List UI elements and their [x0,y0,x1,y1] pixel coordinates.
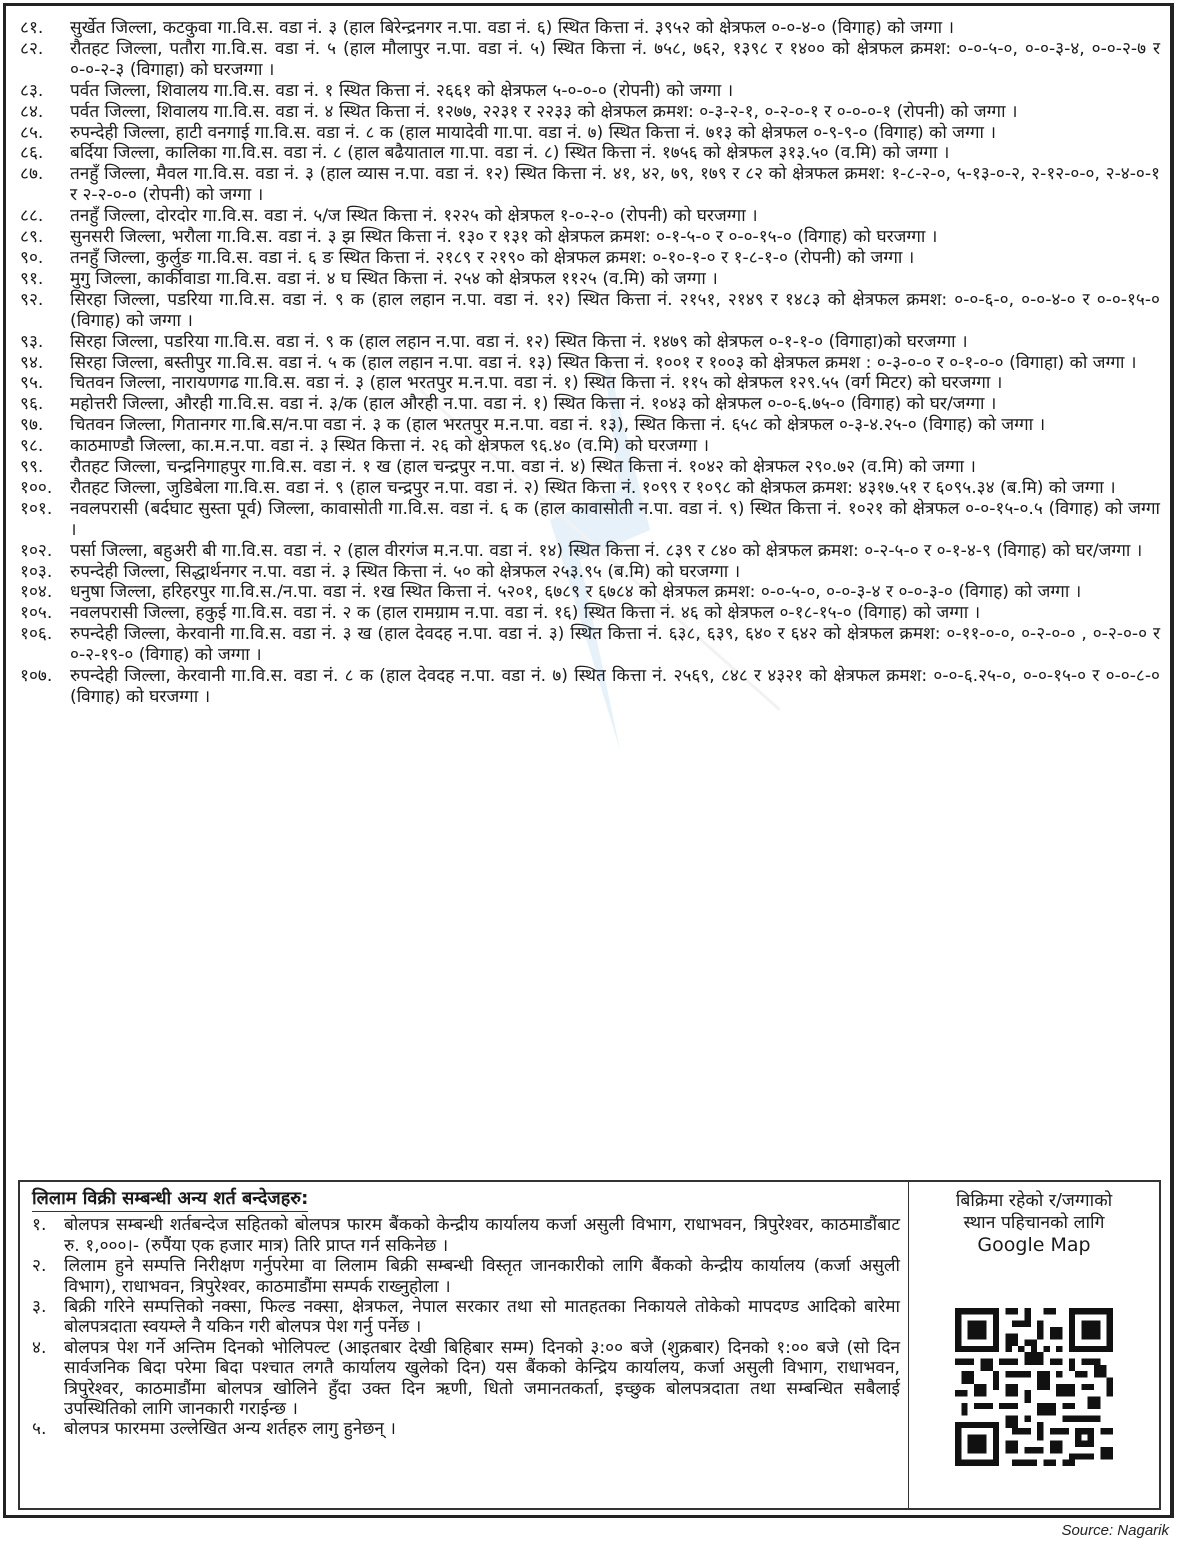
listing-number: १०६. [20,624,53,645]
listing-item [20,624,1160,666]
listing-item [20,269,1160,290]
listing-text: रुपन्देही जिल्ला, सिद्धार्थनगर न.पा. वडा नं. ३ स्थित कित्ता नं. ५० को क्षेत्रफल २५३.९५ (ब.मि) को घरजग्गा । [70,561,741,582]
terms-text: बिक्री गरिने सम्पत्तिको नक्सा, फिल्ड नक्सा, क्षेत्रफल, नेपाल सरकार तथा सो मातहतका निकायले तोकेको मापदण्ड आदिको बारेमा बोलपत्रदाता स्वयम्ले नै यकिन गरी बोलपत्र पेश गर्नु पर्नेछ । [64,1297,900,1338]
listing-item [20,143,1160,164]
listing-number: ८९. [20,227,44,248]
listing-text: रुपन्देही जिल्ला, केरवानी गा.वि.स. वडा नं. ८ क (हाल देवदह न.पा. वडा नं. ७) स्थित कित्ता नं. २५६९, ८४८ र ४३२१ को क्षेत्रफल क्रमश: ०-०-६.२५-०, ०-०-१५-० र ०-०-८-० (विगाह) को घरजग्गा । [70,666,1160,707]
property-listing [20,18,1160,708]
listing-item [20,353,1160,374]
listing-item [20,373,1160,394]
source-credit: Source: Nagarik [1061,1522,1169,1539]
listing-item [20,39,1160,81]
listing-text: सिरहा जिल्ला, पडरिया गा.वि.स. वडा नं. ९ क (हाल लहान न.पा. वडा नं. १२) स्थित कित्ता नं. २१५१, २१४९ र १४८३ को क्षेत्रफल क्रमश: ०-०-६-०, ०-०-४-० र ०-०-१५-० (विगाह) को जग्गा । [70,289,1160,331]
terms-number: ३. [32,1297,47,1318]
listing-item [20,394,1160,415]
listing-number: ८४. [20,101,44,122]
listing-text: नवलपरासी जिल्ला, हकुई गा.वि.स. वडा नं. २ क (हाल रामग्राम न.पा. वडा नं. १६) स्थित कित्ता नं. ४६ को क्षेत्रफल ०-१८-१५-० (विगाह) को जग्गा । [70,603,981,624]
listing-item [20,541,1160,562]
terms-title: लिलाम विक्री सम्बन्धी अन्य शर्त बन्देजहरु: [32,1189,308,1212]
listing-text: चितवन जिल्ला, गितानगर गा.बि.स/न.पा वडा नं. ३ क (हाल भरतपुर म.न.पा. वडा नं. १३), स्थित कित्ता नं. ६५८ को क्षेत्रफल ०-३-४.२५-० (विगाह) को जग्गा । [70,415,1046,436]
listing-number: १०५. [20,603,53,624]
listing-text: रौतहट जिल्ला, पतौरा गा.वि.स. वडा नं. ५ (हाल मौलापुर न.पा. वडा नं. ५) स्थित कित्ता नं. ७५८, ७६२, १३९८ र १४०० को क्षेत्रफल क्रमश: ०-०-५-०, ०-०-३-४, ०-०-२-७ र ०-०-२-३ (विगाहा) को घरजग्गा । [70,38,1160,80]
listing-text: पर्सा जिल्ला, बहुअरी बी गा.वि.स. वडा नं. २ (हाल वीरगंज म.न.पा. वडा नं. १४) स्थित कित्ता नं. ८३९ र ८४० को क्षेत्रफल क्रमश: ०-२-५-० र ०-१-४-९ (विगाह) को घर/जग्गा । [70,540,1143,561]
listing-text: पर्वत जिल्ला, शिवालय गा.वि.स. वडा नं. ४ स्थित कित्ता नं. १२७७, २२३१ र २२३३ को क्षेत्रफल क्रमश: ०-३-२-१, ०-२-०-१ र ०-०-०-१ (रोपनी) को जग्गा । [70,101,1018,122]
listing-number: ८७. [20,164,44,185]
listing-item [20,562,1160,583]
listing-text: पर्वत जिल्ला, शिवालय गा.वि.स. वडा नं. १ स्थित कित्ता नं. २६६१ को क्षेत्रफल ५-०-०-० (रोपनी) को जग्गा । [70,80,734,101]
terms-item [32,1256,900,1297]
listing-text: काठमाण्डौ जिल्ला, का.म.न.पा. वडा नं. ३ स्थित कित्ता नं. २६ को क्षेत्रफल ९६.४० (व.मि) को घरजग्गा । [70,436,710,457]
listing-text: रौतहट जिल्ला, जुडिबेला गा.वि.स. वडा नं. ९ (हाल चन्द्रपुर न.पा. वडा नं. २) स्थित कित्ता नं. १०९९ र १०९८ को क्षेत्रफल क्रमश: ४३१७.५१ र ६०९५.३४ (ब.मि) को जग्गा । [70,477,1116,498]
listing-item [20,290,1160,332]
listing-item [20,603,1160,624]
terms-item [32,1419,900,1439]
listing-number: १०७. [20,666,53,687]
listing-number: ९९. [20,457,44,478]
listing-item [20,248,1160,269]
listing-text: सिरहा जिल्ला, बस्तीपुर गा.वि.स. वडा नं. ५ क (हाल लहान न.पा. वडा नं. १३) स्थित कित्ता नं. १००१ र १००३ को क्षेत्रफल क्रमश : ०-३-०-० र ०-१-०-० (विगाहा) को जग्गा । [70,352,1137,373]
terms-text: बोलपत्र पेश गर्ने अन्तिम दिनको भोलिपल्ट (आइतबार देखी बिहिबार सम्म) दिनको ३:०० बजे (शुक्रबार) दिनको १:०० बजे (सो दिन सार्वजनिक बिदा परेमा बिदा पश्चात लगतै कार्यालय खुलेको दिन) यस बैंकको केन्द्रिय कार्यालय, कर्जा असुली विभाग, राधाभवन, त्रिपुरेश्वर, काठमाडौंमा बोलपत्र खोलिने हुँदा उक्त दिन ऋणी, धितो जमानतकर्ता, इच्छुक बोलपत्रदाता तथा सम्बन्धित सबैलाई उपस्थितिको लागि जानकारी गराईन्छ । [64,1337,900,1420]
listing-number: १०२. [20,540,53,561]
listing-text: रुपन्देही जिल्ला, हाटी वनगाई गा.वि.स. वडा नं. ८ क (हाल मायादेवी गा.पा. वडा नं. ७) स्थित कित्ता नं. ७१३ को क्षेत्रफल ०-९-९-० (विगाह) को जग्गा । [70,122,996,143]
listing-number: ९१. [20,268,44,289]
listing-item [20,227,1160,248]
listing-text: रुपन्देही जिल्ला, केरवानी गा.वि.स. वडा नं. ३ ख (हाल देवदह न.पा. वडा नं. ३) स्थित कित्ता नं. ६३८, ६३९, ६४० र ६४२ को क्षेत्रफल क्रमश: ०-११-०-०, ०-२-०-० , ०-२-०-० र ०-२-१९-० (विगाह) को जग्गा । [70,624,1160,666]
listing-number: १०१. [20,498,53,519]
listing-text: तनहुँ जिल्ला, मैवल गा.वि.स. वडा नं. ३ (हाल व्यास न.पा. वडा नं. १२) स्थित कित्ता नं. ४१, ४२, ७९, १७९ र ८२ को क्षेत्रफल क्रमश: १-८-२-०, ५-१३-०-२, २-१२-०-०, २-४-०-१ र २-२-०-० (रोपनी) को जग्गा । [70,164,1160,206]
listing-number: ८३. [20,80,44,101]
listing-number: १०४. [20,582,53,603]
terms-number: ५. [32,1419,47,1440]
listing-item [20,102,1160,123]
listing-text: बर्दिया जिल्ला, कालिका गा.वि.स. वडा नं. ८ (हाल बढैयाताल गा.पा. वडा नं. ८) स्थित कित्ता नं. १७५६ को क्षेत्रफल ३१३.५० (व.मि) को जग्गा । [70,143,950,164]
listing-item [20,457,1160,478]
listing-number: ९०. [20,247,44,268]
listing-item [20,18,1160,39]
map-label-line: स्थान पहिचानको लागि [963,1213,1105,1233]
listing-number: ८१. [20,18,44,38]
listing-text: रौतहट जिल्ला, चन्द्रनिगाहपुर गा.वि.स. वडा नं. १ ख (हाल चन्द्रपुर न.पा. वडा नं. ४) स्थित कित्ता नं. १०४२ को क्षेत्रफल २९०.७२ (व.मि) को जग्गा । [70,457,976,478]
listing-item [20,436,1160,457]
listing-item [20,666,1160,708]
listing-item [20,164,1160,206]
terms-number: ४. [32,1337,47,1358]
listing-text: धनुषा जिल्ला, हरिहरपुर गा.वि.स./न.पा. वडा नं. १ख स्थित कित्ता नं. ५२०१, ६७८९ र ६७८४ को क्षेत्रफल क्रमश: ०-०-५-०, ०-०-३-४ र ०-०-३-० (विगाह) को जग्गा । [70,582,1082,603]
listing-number: ८६. [20,143,44,164]
listing-number: ९२. [20,289,44,310]
map-box [909,1182,1159,1508]
listing-text: नवलपरासी (बर्दघाट सुस्ता पूर्व) जिल्ला, कावासोती गा.वि.स. वडा नं. ६ क (हाल कावासोती न.पा. वडा नं. ९) स्थित कित्ता नं. १०२१ को क्षेत्रफल ०-०-१५-०.५ (विगाह) को जग्गा । [70,498,1160,540]
listing-number: ९४. [20,352,44,373]
terms-text: बोलपत्र फारममा उल्लेखित अन्य शर्तहरु लागु हुनेछन् । [64,1419,396,1440]
listing-text: मुगु जिल्ला, कार्कीवाडा गा.वि.स. वडा नं. ४ घ स्थित कित्ता नं. २५४ को क्षेत्रफल ११२५ (व.मि) को जग्गा । [70,268,718,289]
listing-number: ९३. [20,331,44,352]
terms-item [32,1338,900,1420]
listing-text: सुनसरी जिल्ला, भरौला गा.वि.स. वडा नं. ३ झ स्थित कित्ता नं. १३० र १३१ को क्षेत्रफल क्रमश: ०-१-५-० र ०-०-१५-० (विगाह) को घरजग्गा । [70,227,938,248]
qr-code-icon[interactable] [955,1308,1113,1466]
terms-section [20,1182,909,1508]
listing-number: ८२. [20,38,44,59]
listing-number: ९८. [20,436,44,457]
listing-text: सुर्खेत जिल्ला, कटकुवा गा.वि.स. वडा नं. ३ (हाल बिरेन्द्रनगर न.पा. वडा नं. ६) स्थित कित्ता नं. ३९५२ को क्षेत्रफल ०-०-४-० (विगाह) को जग्गा । [70,18,955,38]
terms-item [32,1215,900,1256]
listing-item [20,582,1160,603]
listing-text: महोत्तरी जिल्ला, औरही गा.वि.स. वडा नं. ३/क (हाल औरही न.पा. वडा नं. १) स्थित कित्ता नं. १०४३ को क्षेत्रफल ०-०-६.७५-० (विगाह) को घर/जग्गा । [70,394,997,415]
terms-list [32,1215,900,1439]
terms-text: बोलपत्र सम्बन्धी शर्तबन्देज सहितको बोलपत्र फारम बैंकको केन्द्रीय कार्यालय कर्जा असुली विभाग, राधाभवन, त्रिपुरेश्वर, काठमाडौंबाट रु. १,०००।- (रुपैंया एक हजार मात्र) तिरि प्राप्त गर्न सकिनेछ । [64,1215,900,1256]
listing-number: ८५. [20,122,44,143]
map-label [909,1190,1159,1256]
terms-box [18,1180,1161,1510]
terms-number: २. [32,1256,47,1277]
listing-number: ९७. [20,415,44,436]
listing-number: ८८. [20,206,44,227]
listing-number: १०३. [20,561,53,582]
listing-item [20,478,1160,499]
listing-number: ९६. [20,394,44,415]
listing-text: तनहुँ जिल्ला, दोरदोर गा.वि.स. वडा नं. ५/ज स्थित कित्ता नं. १२२५ को क्षेत्रफल १-०-२-० (रोपनी) को घरजग्गा । [70,206,758,227]
terms-item [32,1297,900,1338]
listing-item [20,81,1160,102]
listing-item [20,332,1160,353]
listing-text: चितवन जिल्ला, नारायणगढ गा.वि.स. वडा नं. ३ (हाल भरतपुर म.न.पा. वडा नं. १) स्थित कित्ता नं. ११५ को क्षेत्रफल १२९.५५ (वर्ग मिटर) को घरजग्गा । [70,373,1003,394]
terms-text: लिलाम हुने सम्पत्ति निरीक्षण गर्नुपरेमा वा लिलाम बिक्री सम्बन्धी विस्तृत जानकारीको लागि बैंकको केन्द्रीय कार्यालय (कर्जा असुली विभाग), राधाभवन, त्रिपुरेश्वर, काठमाडौंमा सम्पर्क राख्नुहोला । [64,1256,900,1297]
listing-item [20,415,1160,436]
map-label-google: Google Map [977,1234,1091,1256]
listing-item [20,206,1160,227]
listing-item [20,499,1160,541]
listing-item [20,123,1160,144]
map-label-line: बिक्रिमा रहेको र/जग्गाको [955,1191,1113,1211]
listing-text: तनहुँ जिल्ला, कुर्लुङ गा.वि.स. वडा नं. ६ ङ स्थित कित्ता नं. २१८९ र २१९० को क्षेत्रफल क्रमश: ०-१०-१-० र १-८-१-० (रोपनी) को जग्गा । [70,247,915,268]
listing-number: ९५. [20,373,44,394]
listing-text: सिरहा जिल्ला, पडरिया गा.वि.स. वडा नं. ९ क (हाल लहान न.पा. वडा नं. १२) स्थित कित्ता नं. १४७९ को क्षेत्रफल ०-१-१-० (विगाहा)को घरजग्गा । [70,331,968,352]
terms-number: १. [32,1215,47,1236]
listing-number: १००. [20,477,53,498]
